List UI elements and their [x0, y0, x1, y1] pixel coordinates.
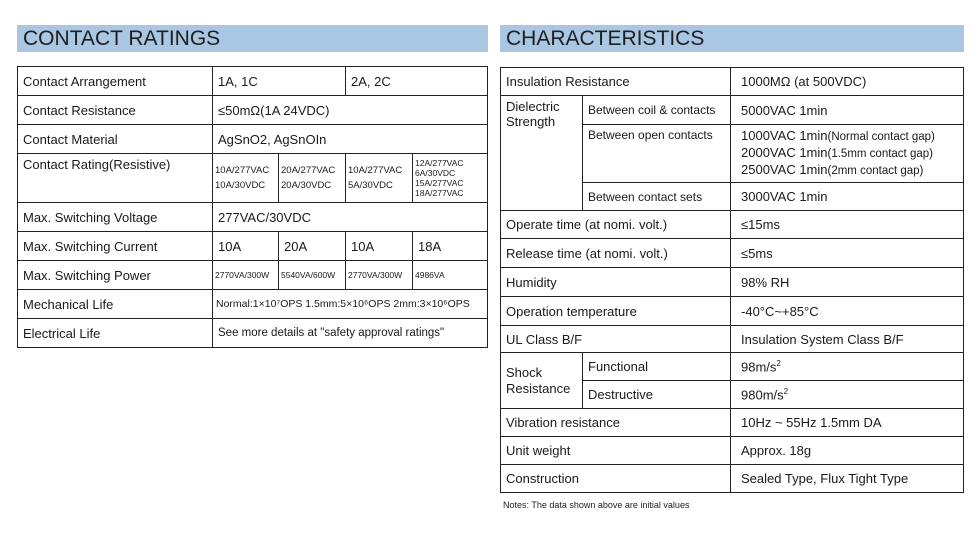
- cell-value: ≤15ms: [731, 211, 964, 239]
- table-row: [501, 465, 964, 493]
- cell-value: 10A: [213, 232, 279, 261]
- row-label: Humidity: [501, 268, 731, 297]
- contact-ratings-table: [17, 66, 488, 348]
- cell-value: 2770VA/300W: [213, 261, 279, 290]
- cell-value: -40°C~+85°C: [731, 297, 964, 326]
- sub-label: Functional: [583, 353, 731, 381]
- table-row: [501, 326, 964, 353]
- sub-label: Between contact sets: [583, 183, 731, 211]
- cell-value: ≤50mΩ(1A 24VDC): [213, 96, 488, 125]
- cell-value: 3000VAC 1min: [731, 183, 964, 211]
- value-exponent: 2: [776, 358, 781, 368]
- cell-value: 98% RH: [731, 268, 964, 297]
- row-label: Unit weight: [501, 437, 731, 465]
- table-row: [18, 319, 488, 348]
- row-label: Contact Material: [18, 125, 213, 154]
- cell-value: 12A/277VAC 6A/30VDC 15A/277VAC 18A/277VAC: [413, 154, 488, 203]
- table-row: [501, 239, 964, 268]
- table-row: [18, 290, 488, 319]
- cell-value: Sealed Type, Flux Tight Type: [731, 465, 964, 493]
- cell-value: See more details at "safety approval ratings": [213, 319, 488, 348]
- cell-value: 10Hz ~ 55Hz 1.5mm DA: [731, 409, 964, 437]
- cell-value: 10A: [346, 232, 413, 261]
- cell-value: Approx. 18g: [731, 437, 964, 465]
- cell-value: Insulation System Class B/F: [731, 326, 964, 353]
- cell-value: 1A, 1C: [213, 67, 346, 96]
- value-note: (2mm contact gap): [827, 165, 924, 177]
- row-label: Vibration resistance: [501, 409, 731, 437]
- cell-value: [731, 125, 964, 183]
- characteristics-table: [500, 67, 964, 493]
- cell-value: [731, 381, 964, 409]
- cell-value: AgSnO2, AgSnOIn: [213, 125, 488, 154]
- cell-value: 277VAC/30VDC: [213, 203, 488, 232]
- cell-value: 20A: [279, 232, 346, 261]
- table-row: [501, 297, 964, 326]
- row-label: Max. Switching Current: [18, 232, 213, 261]
- table-row: [501, 353, 964, 381]
- value-main: 2500VAC 1min: [741, 162, 828, 177]
- row-label: Dielectric Strength: [501, 96, 583, 211]
- cell-value: 5000VAC 1min: [731, 96, 964, 125]
- row-label: Insulation Resistance: [501, 68, 731, 96]
- row-label: Operation temperature: [501, 297, 731, 326]
- row-label: Contact Rating(Resistive): [18, 154, 213, 203]
- cell-value: 2A, 2C: [346, 67, 488, 96]
- row-label: UL Class B/F: [501, 326, 731, 353]
- table-row: [501, 268, 964, 297]
- row-label: Operate time (at nomi. volt.): [501, 211, 731, 239]
- table-row: [501, 211, 964, 239]
- table-row: [18, 154, 488, 203]
- characteristics-title: CHARACTERISTICS: [500, 25, 964, 52]
- row-label: Contact Resistance: [18, 96, 213, 125]
- cell-value: Normal:1×10⁷OPS 1.5mm:5×10⁶OPS 2mm:3×10⁶OPS: [213, 290, 488, 319]
- cell-value: 4986VA: [413, 261, 488, 290]
- footnote: Notes: The data shown above are initial values: [503, 500, 690, 510]
- table-row: [18, 125, 488, 154]
- table-row: [18, 67, 488, 96]
- cell-value: 5540VA/600W: [279, 261, 346, 290]
- row-label: Construction: [501, 465, 731, 493]
- row-label: Contact Arrangement: [18, 67, 213, 96]
- row-label: Max. Switching Voltage: [18, 203, 213, 232]
- table-row: [501, 437, 964, 465]
- table-row: [501, 409, 964, 437]
- table-row: [501, 68, 964, 96]
- value-main: 2000VAC 1min: [741, 145, 828, 160]
- sub-label: Between coil & contacts: [583, 96, 731, 125]
- table-row: [18, 261, 488, 290]
- cell-value: 2770VA/300W: [346, 261, 413, 290]
- row-label: Electrical Life: [18, 319, 213, 348]
- row-label: Release time (at nomi. volt.): [501, 239, 731, 268]
- cell-value: 18A: [413, 232, 488, 261]
- row-label: Max. Switching Power: [18, 261, 213, 290]
- cell-value: 1000MΩ (at 500VDC): [731, 68, 964, 96]
- table-row: [18, 96, 488, 125]
- row-label: Shock Resistance: [501, 353, 583, 409]
- cell-value: 10A/277VAC 10A/30VDC: [213, 154, 279, 203]
- value-main: 98m/s: [741, 359, 777, 375]
- value-note: (1.5mm contact gap): [827, 148, 933, 160]
- table-row: [18, 203, 488, 232]
- cell-value: [731, 353, 964, 381]
- value-main: 1000VAC 1min: [741, 128, 828, 143]
- value-note: (Normal contact gap): [827, 131, 935, 143]
- value-main: 980m/s: [741, 387, 784, 403]
- sub-label: Destructive: [583, 381, 731, 409]
- contact-ratings-title: CONTACT RATINGS: [17, 25, 488, 52]
- row-label: Mechanical Life: [18, 290, 213, 319]
- cell-value: ≤5ms: [731, 239, 964, 268]
- table-row: [18, 232, 488, 261]
- value-exponent: 2: [783, 386, 789, 396]
- table-row: [501, 96, 964, 125]
- cell-value: 10A/277VAC 5A/30VDC: [346, 154, 413, 203]
- sub-label: Between open contacts: [583, 125, 731, 183]
- cell-value: 20A/277VAC 20A/30VDC: [279, 154, 346, 203]
